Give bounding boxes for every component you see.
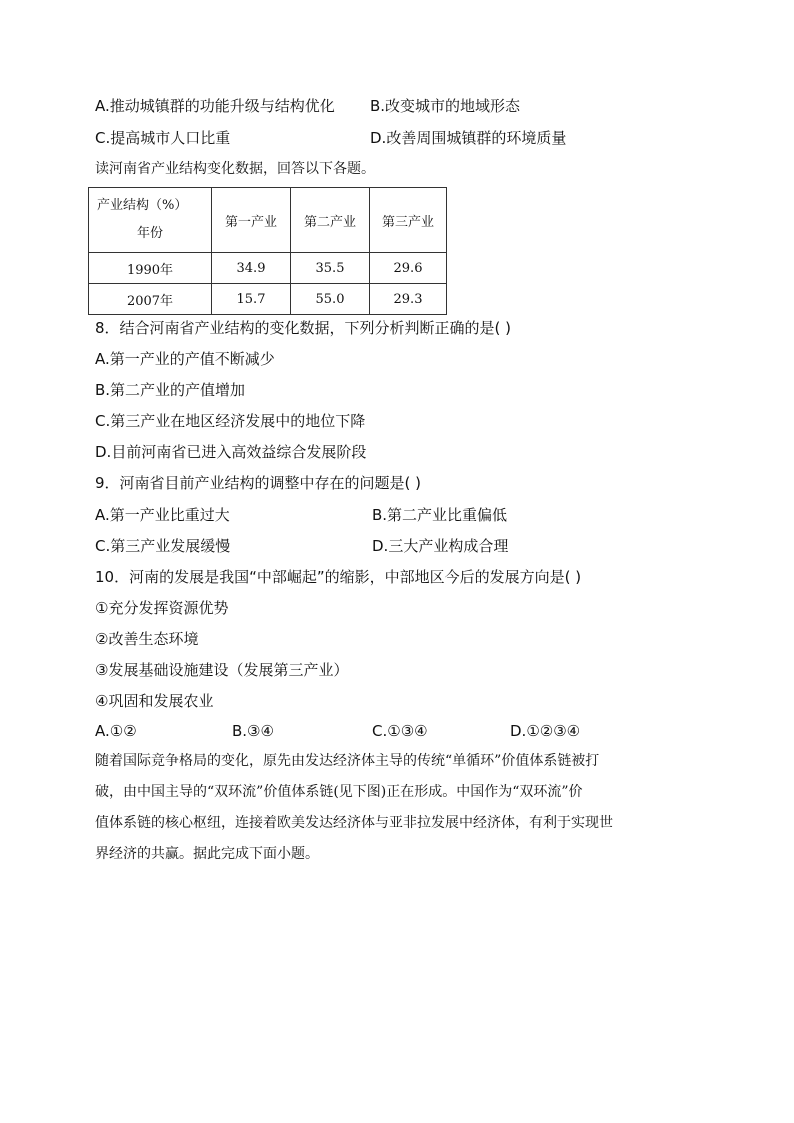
q10-option-b: B.③④: [232, 722, 274, 740]
table-row: [89, 284, 447, 315]
table-header-corner: [89, 188, 212, 253]
table-header-row: [89, 188, 447, 253]
table-cell: 29.3: [370, 284, 447, 315]
header-structure-label: 产业结构（%）: [97, 198, 188, 213]
q10-item-2: ②改善生态环境: [95, 630, 199, 648]
column-header: 第三产业: [370, 188, 447, 253]
q8-option-a: A.第一产业的产值不断减少: [95, 350, 275, 368]
q10-item-4: ④巩固和发展农业: [95, 692, 214, 710]
q10-option-c: C.①③④: [372, 722, 428, 740]
column-header: 第一产业: [212, 188, 291, 253]
passage-line: 随着国际竞争格局的变化，原先由发达经济体主导的传统“单循环”价值体系链被打: [95, 753, 600, 769]
q9-option-b: B.第二产业比重偏低: [372, 506, 508, 524]
q7-option-b: B.改变城市的地域形态: [370, 97, 521, 115]
q9-option-a: A.第一产业比重过大: [95, 506, 230, 524]
industry-structure-table: [88, 187, 447, 315]
table-cell: 29.6: [370, 253, 447, 284]
q10-stem: 10．河南的发展是我国“中部崛起”的缩影，中部地区今后的发展方向是( ): [95, 568, 582, 586]
table-intro: 读河南省产业结构变化数据，回答以下各题。: [95, 161, 375, 177]
row-year: 2007年: [89, 284, 212, 315]
passage-line: 值体系链的核心枢纽，连接着欧美发达经济体与亚非拉发展中经济体，有利于实现世: [95, 815, 613, 831]
passage-line: 界经济的共赢。据此完成下面小题。: [95, 846, 319, 862]
header-year-label: 年份: [136, 226, 163, 241]
q7-option-a: A.推动城镇群的功能升级与结构优化: [95, 97, 335, 115]
passage-line: 破，由中国主导的“双环流”价值体系链(见下图)正在形成。中国作为“双环流”价: [95, 784, 583, 800]
q10-option-a: A.①②: [95, 722, 137, 740]
table-cell: 15.7: [212, 284, 291, 315]
q9-option-d: D.三大产业构成合理: [372, 537, 509, 555]
q7-option-d: D.改善周围城镇群的环境质量: [370, 129, 567, 147]
table-row: [89, 253, 447, 284]
q9-option-c: C.第三产业发展缓慢: [95, 537, 231, 555]
q8-option-d: D.目前河南省已进入高效益综合发展阶段: [95, 443, 367, 461]
q10-item-3: ③发展基础设施建设（发展第三产业）: [95, 661, 349, 679]
column-header: 第二产业: [291, 188, 370, 253]
table-cell: 55.0: [291, 284, 370, 315]
q10-option-d: D.①②③④: [510, 722, 581, 740]
table-cell: 34.9: [212, 253, 291, 284]
q9-stem: 9．河南省目前产业结构的调整中存在的问题是( ): [95, 474, 422, 492]
q10-item-1: ①充分发挥资源优势: [95, 599, 229, 617]
q8-option-b: B.第二产业的产值增加: [95, 381, 246, 399]
q7-option-c: C.提高城市人口比重: [95, 129, 231, 147]
table-cell: 35.5: [291, 253, 370, 284]
q8-option-c: C.第三产业在地区经济发展中的地位下降: [95, 412, 366, 430]
row-year: 1990年: [89, 253, 212, 284]
q8-stem: 8．结合河南省产业结构的变化数据，下列分析判断正确的是( ): [95, 319, 512, 337]
